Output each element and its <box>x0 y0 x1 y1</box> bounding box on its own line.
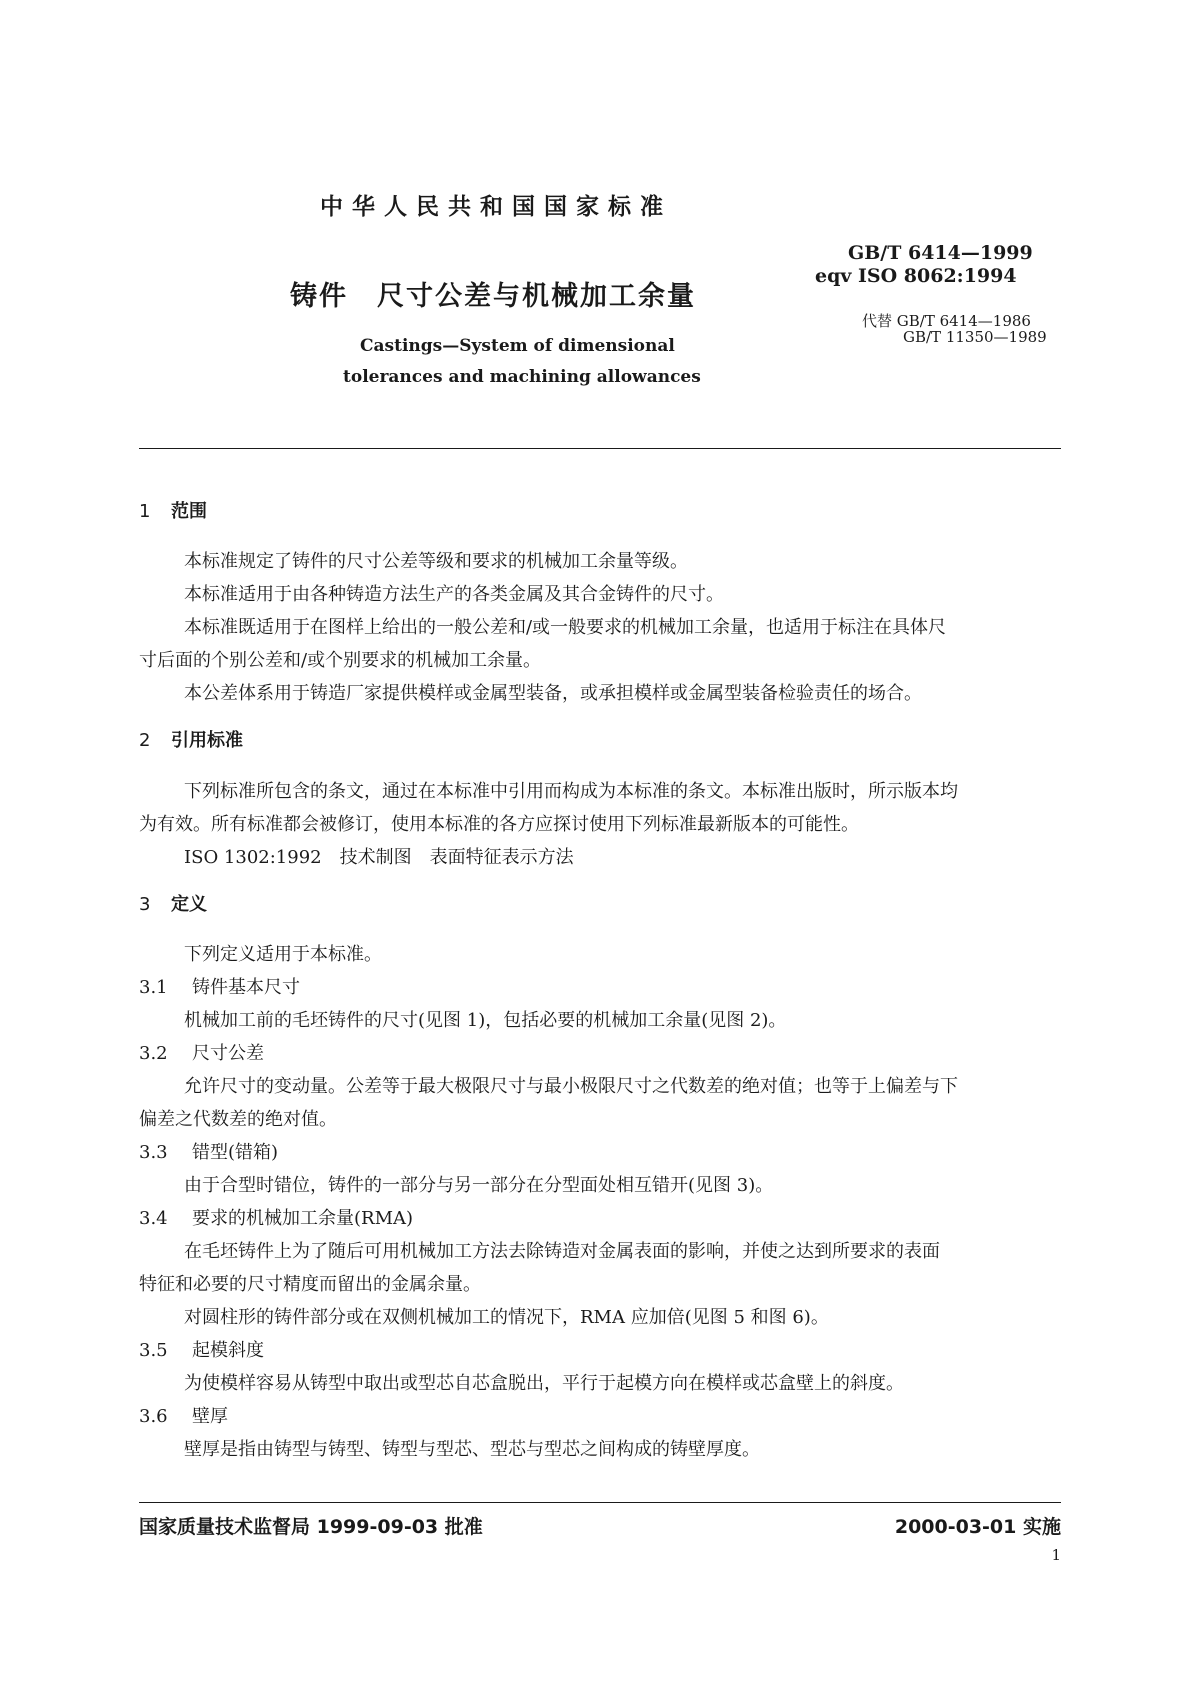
definition-3-1-heading <box>139 973 300 999</box>
paragraph: 本标准适用于由各种铸造方法生产的各类金属及其合金铸件的尺寸。 <box>184 584 724 605</box>
section-2-heading <box>139 726 243 752</box>
definition-3-4-heading <box>139 1204 413 1230</box>
clause-title: 起模斜度 <box>192 1340 264 1361</box>
paragraph: 对圆柱形的铸件部分或在双侧机械加工的情况下，RMA 应加倍(见图 5 和图 6)。 <box>184 1307 829 1328</box>
normative-reference: ISO 1302:1992 技术制图 表面特征表示方法 <box>184 847 574 868</box>
paragraph: 本标准既适用于在图样上给出的一般公差和/或一般要求的机械加工余量，也适用于标注在具体尺 <box>184 617 947 638</box>
clause-number: 3.1 <box>139 977 168 998</box>
equivalent-standard: eqv ISO 8062:1994 <box>815 265 1017 287</box>
section-title: 引用标准 <box>171 730 243 751</box>
national-standard-heading: 中华人民共和国国家标准 <box>320 194 672 220</box>
section-title: 范围 <box>171 501 207 522</box>
paragraph: 允许尺寸的变动量。公差等于最大极限尺寸与最小极限尺寸之代数差的绝对值；也等于上偏差与下 <box>184 1076 958 1097</box>
section-1-heading <box>139 497 207 523</box>
definition-3-6-heading <box>139 1402 228 1428</box>
footer-divider <box>139 1502 1061 1503</box>
paragraph: 机械加工前的毛坯铸件的尺寸(见图 1)，包括必要的机械加工余量(见图 2)。 <box>184 1010 787 1031</box>
document-title-en-line2: tolerances and machining allowances <box>343 367 701 387</box>
paragraph: 壁厚是指由铸型与铸型、铸型与型芯、型芯与型芯之间构成的铸壁厚度。 <box>184 1439 760 1460</box>
section-3-heading <box>139 890 207 916</box>
approval-line: 国家质量技术监督局 1999-09-03 批准 <box>139 1516 483 1538</box>
definition-3-3-heading <box>139 1138 278 1164</box>
standard-code: GB/T 6414—1999 <box>848 242 1033 264</box>
paragraph: 在毛坯铸件上为了随后可用机械加工方法去除铸造对金属表面的影响，并使之达到所要求的表面 <box>184 1241 940 1262</box>
clause-title: 壁厚 <box>192 1406 228 1427</box>
clause-number: 3.4 <box>139 1208 168 1229</box>
header-divider <box>139 448 1061 449</box>
definition-3-5-heading <box>139 1336 264 1362</box>
paragraph: 为使模样容易从铸型中取出或型芯自芯盒脱出，平行于起模方向在模样或芯盒壁上的斜度。 <box>184 1373 904 1394</box>
section-number: 1 <box>139 501 151 522</box>
clause-title: 铸件基本尺寸 <box>192 977 300 998</box>
paragraph: 本公差体系用于铸造厂家提供模样或金属型装备，或承担模样或金属型装备检验责任的场合。 <box>184 683 922 704</box>
clause-number: 3.2 <box>139 1043 168 1064</box>
section-title: 定义 <box>171 894 207 915</box>
section-number: 2 <box>139 730 151 751</box>
document-title-zh: 铸件 尺寸公差与机械加工余量 <box>290 281 696 312</box>
clause-title: 要求的机械加工余量(RMA) <box>192 1208 414 1229</box>
paragraph-continuation: 寸后面的个别公差和/或个别要求的机械加工余量。 <box>139 650 542 671</box>
page-number: 1 <box>1051 1546 1061 1564</box>
document-title-en-line1: Castings—System of dimensional <box>360 336 675 356</box>
replaces-standard-1: 代替 GB/T 6414—1986 <box>862 312 1031 330</box>
paragraph: 由于合型时错位，铸件的一部分与另一部分在分型面处相互错开(见图 3)。 <box>184 1175 774 1196</box>
paragraph: 本标准规定了铸件的尺寸公差等级和要求的机械加工余量等级。 <box>184 551 688 572</box>
paragraph: 下列标准所包含的条文，通过在本标准中引用而构成为本标准的条文。本标准出版时，所示版本均 <box>184 781 958 802</box>
clause-title: 尺寸公差 <box>192 1043 264 1064</box>
clause-number: 3.3 <box>139 1142 168 1163</box>
section-number: 3 <box>139 894 151 915</box>
paragraph-continuation: 特征和必要的尺寸精度而留出的金属余量。 <box>139 1274 481 1295</box>
definition-3-2-heading <box>139 1039 264 1065</box>
clause-number: 3.5 <box>139 1340 168 1361</box>
replaces-standard-2: GB/T 11350—1989 <box>903 328 1047 346</box>
paragraph-continuation: 为有效。所有标准都会被修订，使用本标准的各方应探讨使用下列标准最新版本的可能性。 <box>139 814 859 835</box>
clause-title: 错型(错箱) <box>192 1142 279 1163</box>
effective-date-line: 2000-03-01 实施 <box>894 1516 1061 1538</box>
paragraph-continuation: 偏差之代数差的绝对值。 <box>139 1109 337 1130</box>
clause-number: 3.6 <box>139 1406 168 1427</box>
paragraph: 下列定义适用于本标准。 <box>184 944 382 965</box>
